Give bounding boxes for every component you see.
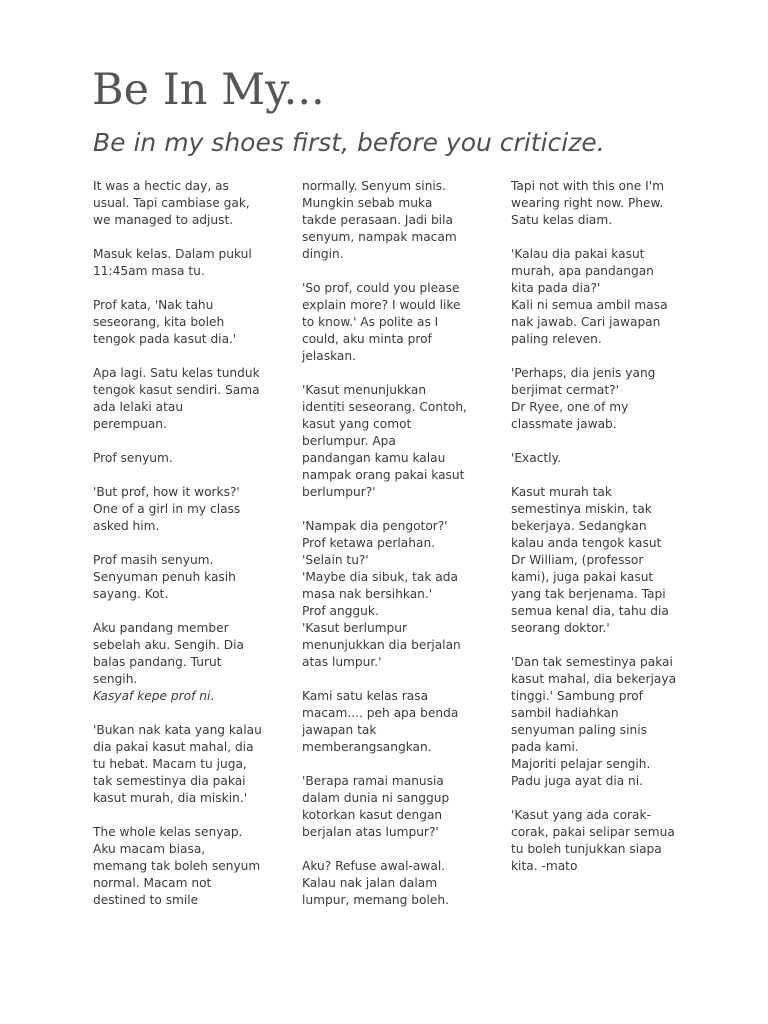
paragraph: 'Perhaps, dia jenis yang berjimat cermat?' Dr Ryee, one of my classmate jawab. [511,366,656,431]
document-title: Be In My... [92,65,325,115]
paragraph: 'Kalau dia pakai kasut murah, apa pandangan kita pada dia?' Kali ni semua ambil masa nak jawab. Cari jawapan paling releven. [511,247,668,346]
paragraph: 'Bukan nak kata yang kalau dia pakai kasut mahal, dia tu hebat. Macam tu juga, tak semestinya dia pakai kasut murah, dia miskin.' [93,723,262,805]
paragraph: Prof senyum. [93,451,173,465]
paragraph: Prof masih senyum. Senyuman penuh kasih sayang. Kot. [93,553,236,601]
paragraph: It was a hectic day, as usual. Tapi cambiase gak, we managed to adjust. [93,179,250,227]
italic-aside [93,688,271,705]
paragraph: 'But prof, how it works?' One of a girl in my class asked him. [93,485,241,533]
text-column-2 [302,178,480,926]
paragraph: 'Nampak dia pengotor?' Prof ketawa perlahan. 'Selain tu?' 'Maybe dia sibuk, tak ada masa nak bersihkan.' Prof angguk. 'Kasut berlumpur menunjukkan dia berjalan atas lumpur.' [302,519,461,669]
document-subtitle: Be in my shoes first, before you criticize. [93,128,605,157]
paragraph: 'Exactly. [511,451,561,465]
italic-aside-text: Kasyaf kepe prof ni [93,689,211,703]
paragraph: Apa lagi. Satu kelas tunduk tengok kasut sendiri. Sama ada lelaki atau perempuan. [93,366,260,431]
text-column-1 [93,178,271,926]
paragraph: 'Kasut menunjukkan identiti seseorang. Contoh, kasut yang comot berlumpur. Apa pandangan kamu kalau nampak orang pakai kasut berlumpur?' [302,383,467,499]
paragraph: 'Dan tak semestinya pakai kasut mahal, dia bekerjaya tinggi.' Sambung prof sambil hadiahkan senyuman paling sinis pada kami. Majoriti pelajar sengih. Padu juga ayat dia ni. [511,655,677,788]
paragraph: Kami satu kelas rasa macam.... peh apa benda jawapan tak memberangsangkan. [302,689,459,754]
paragraph: 'Kasut yang ada corak- corak, pakai selipar semua tu boleh tunjukkan siapa kita. -mato [511,808,675,873]
paragraph: Aku? Refuse awal-awal. Kalau nak jalan dalam lumpur, memang boleh. [302,859,449,907]
paragraph: The whole kelas senyap. Aku macam biasa, memang tak boleh senyum normal. Macam not destined to smile [93,825,261,907]
paragraph: Masuk kelas. Dalam pukul 11:45am masa tu. [93,247,252,278]
paragraph: Aku pandang member sebelah aku. Sengih. Dia balas pandang. Turut sengih. [93,621,244,686]
paragraph: Prof kata, 'Nak tahu seseorang, kita boleh tengok pada kasut dia.' [93,298,237,346]
paragraph: 'Berapa ramai manusia dalam dunia ni sanggup kotorkan kasut dengan berjalan atas lumpur?' [302,774,450,839]
italic-aside-suffix: . [210,689,215,703]
paragraph: Tapi not with this one I'm wearing right now. Phew. Satu kelas diam. [511,179,664,227]
paragraph: 'So prof, could you please explain more? I would like to know.' As polite as I could, aku minta prof jelaskan. [302,281,461,363]
paragraph: normally. Senyum sinis. Mungkin sebab muka takde perasaan. Jadi bila senyum, nampak macam dingin. [302,179,457,261]
text-column-3 [511,178,689,892]
paragraph: Kasut murah tak semestinya miskin, tak bekerjaya. Sedangkan kalau anda tengok kasut Dr William, (professor kami), juga pakai kasut yang tak berjenama. Tapi semua kenal dia, tahu dia seorang doktor.' [511,485,669,635]
